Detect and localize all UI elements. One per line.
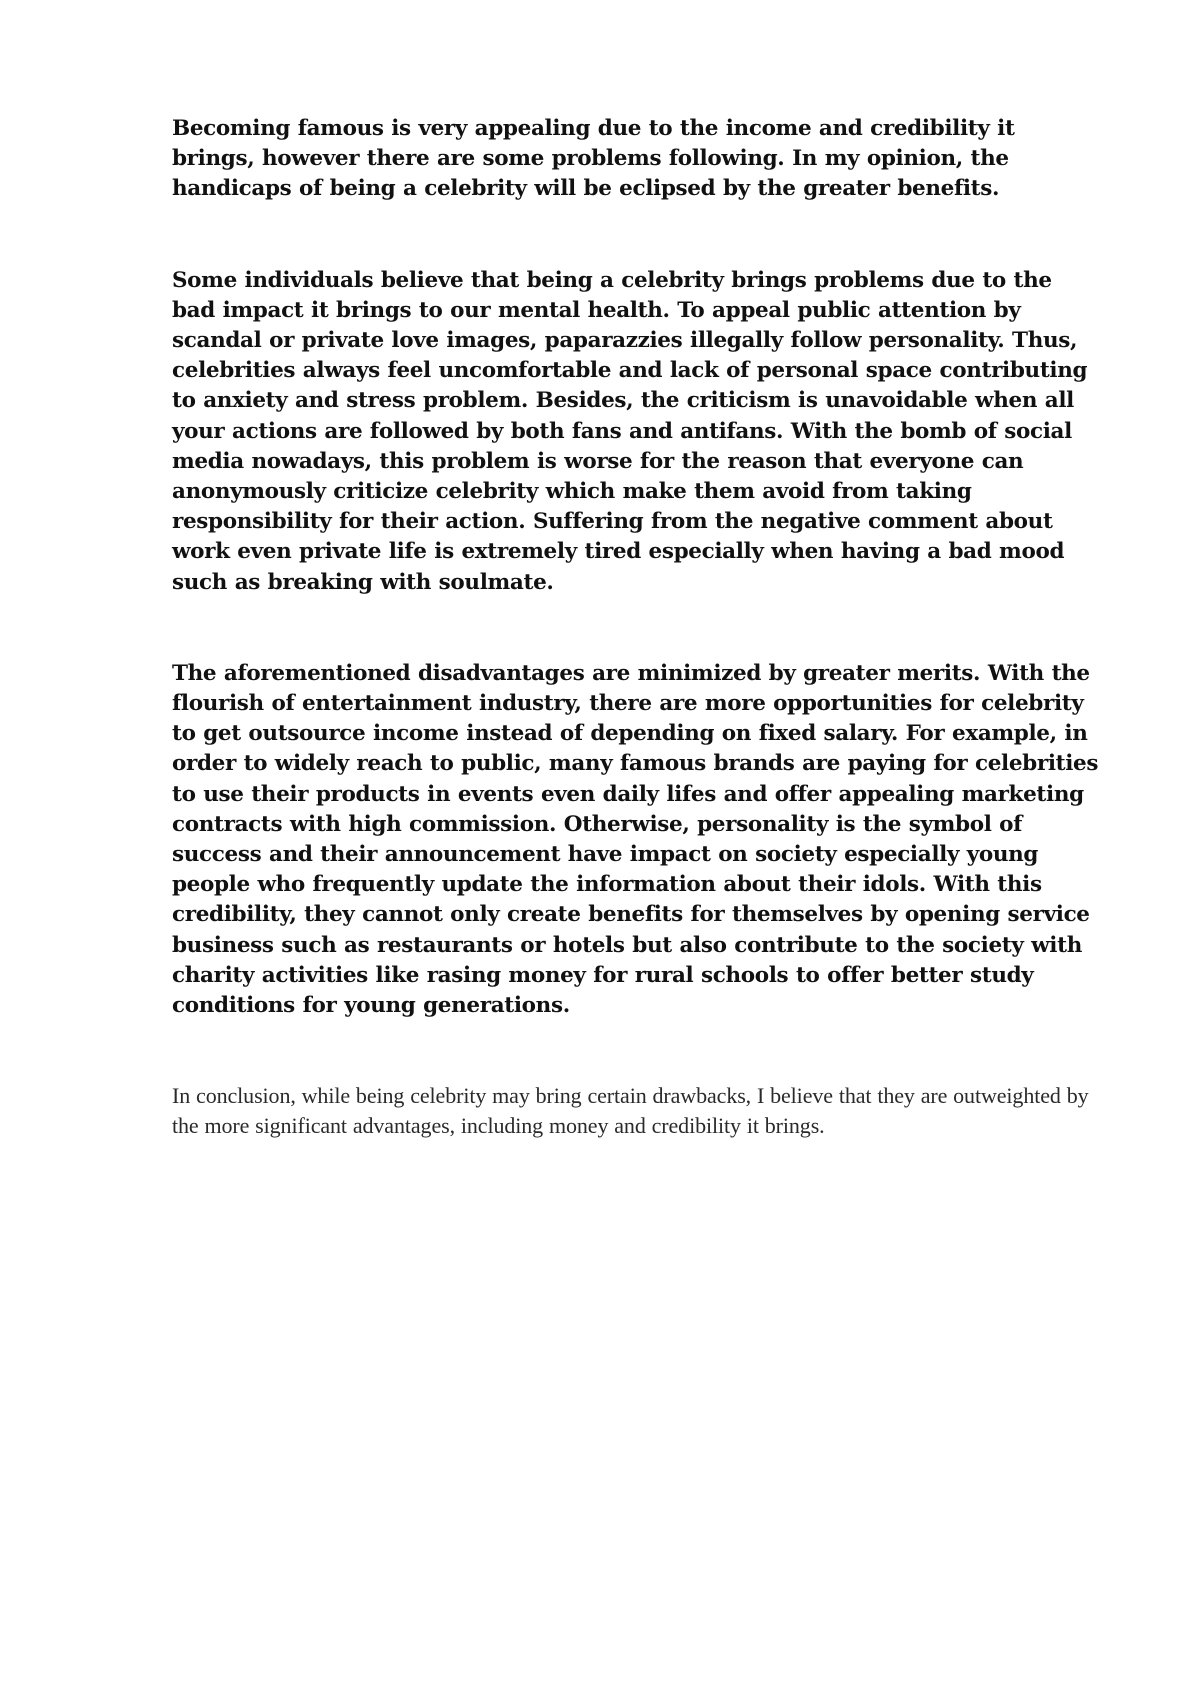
paragraph-introduction: Becoming famous is very appealing due to the income and credibility it brings, however there are some problems following. In my opinion, the handicaps of being a celebrity will be eclipsed by the greater benefits. xyxy=(172,116,1015,202)
paragraph-disadvantages: Some individuals believe that being a celebrity brings problems due to the bad impact it brings to our mental health. To appeal public attention by scandal or private love images, paparazzies illegally follow personality. Thus, celebrities always feel uncomfortable and lack of personal space contributing to anxiety and stress problem. Besides, the criticism is unavoidable when all your actions are followed by both fans and antifans. With the bomb of social media nowadays, this problem is worse for the reason that everyone can anonymously criticize celebrity which make them avoid from taking responsibility for their action. Suffering from the negative comment about work even private life is extremely tired especially when having a bad mood such as breaking with soulmate. xyxy=(172,267,1088,595)
paragraph-advantages: The aforementioned disadvantages are minimized by greater merits. With the flourish of entertainment industry, there are more opportunities for celebrity to get outsource income instead of depending on fixed salary. For example, in order to widely reach to public, many famous brands are paying for celebrities to use their products in events even daily lifes and offer appealing marketing contracts with high commission. Otherwise, personality is the symbol of success and their announcement have impact on society especially young people who frequently update the information about their idols. With this credibility, they cannot only create benefits for themselves by opening service business such as restaurants or hotels but also contribute to the society with charity activities like rasing money for rural schools to offer better study conditions for young generations. xyxy=(172,660,1099,1019)
paragraph-conclusion: In conclusion, while being celebrity may bring certain drawbacks, I believe that they are outweighted by the more significant advantages, including money and credibility it brings. xyxy=(172,1083,1089,1139)
document-body xyxy=(172,114,1102,1142)
